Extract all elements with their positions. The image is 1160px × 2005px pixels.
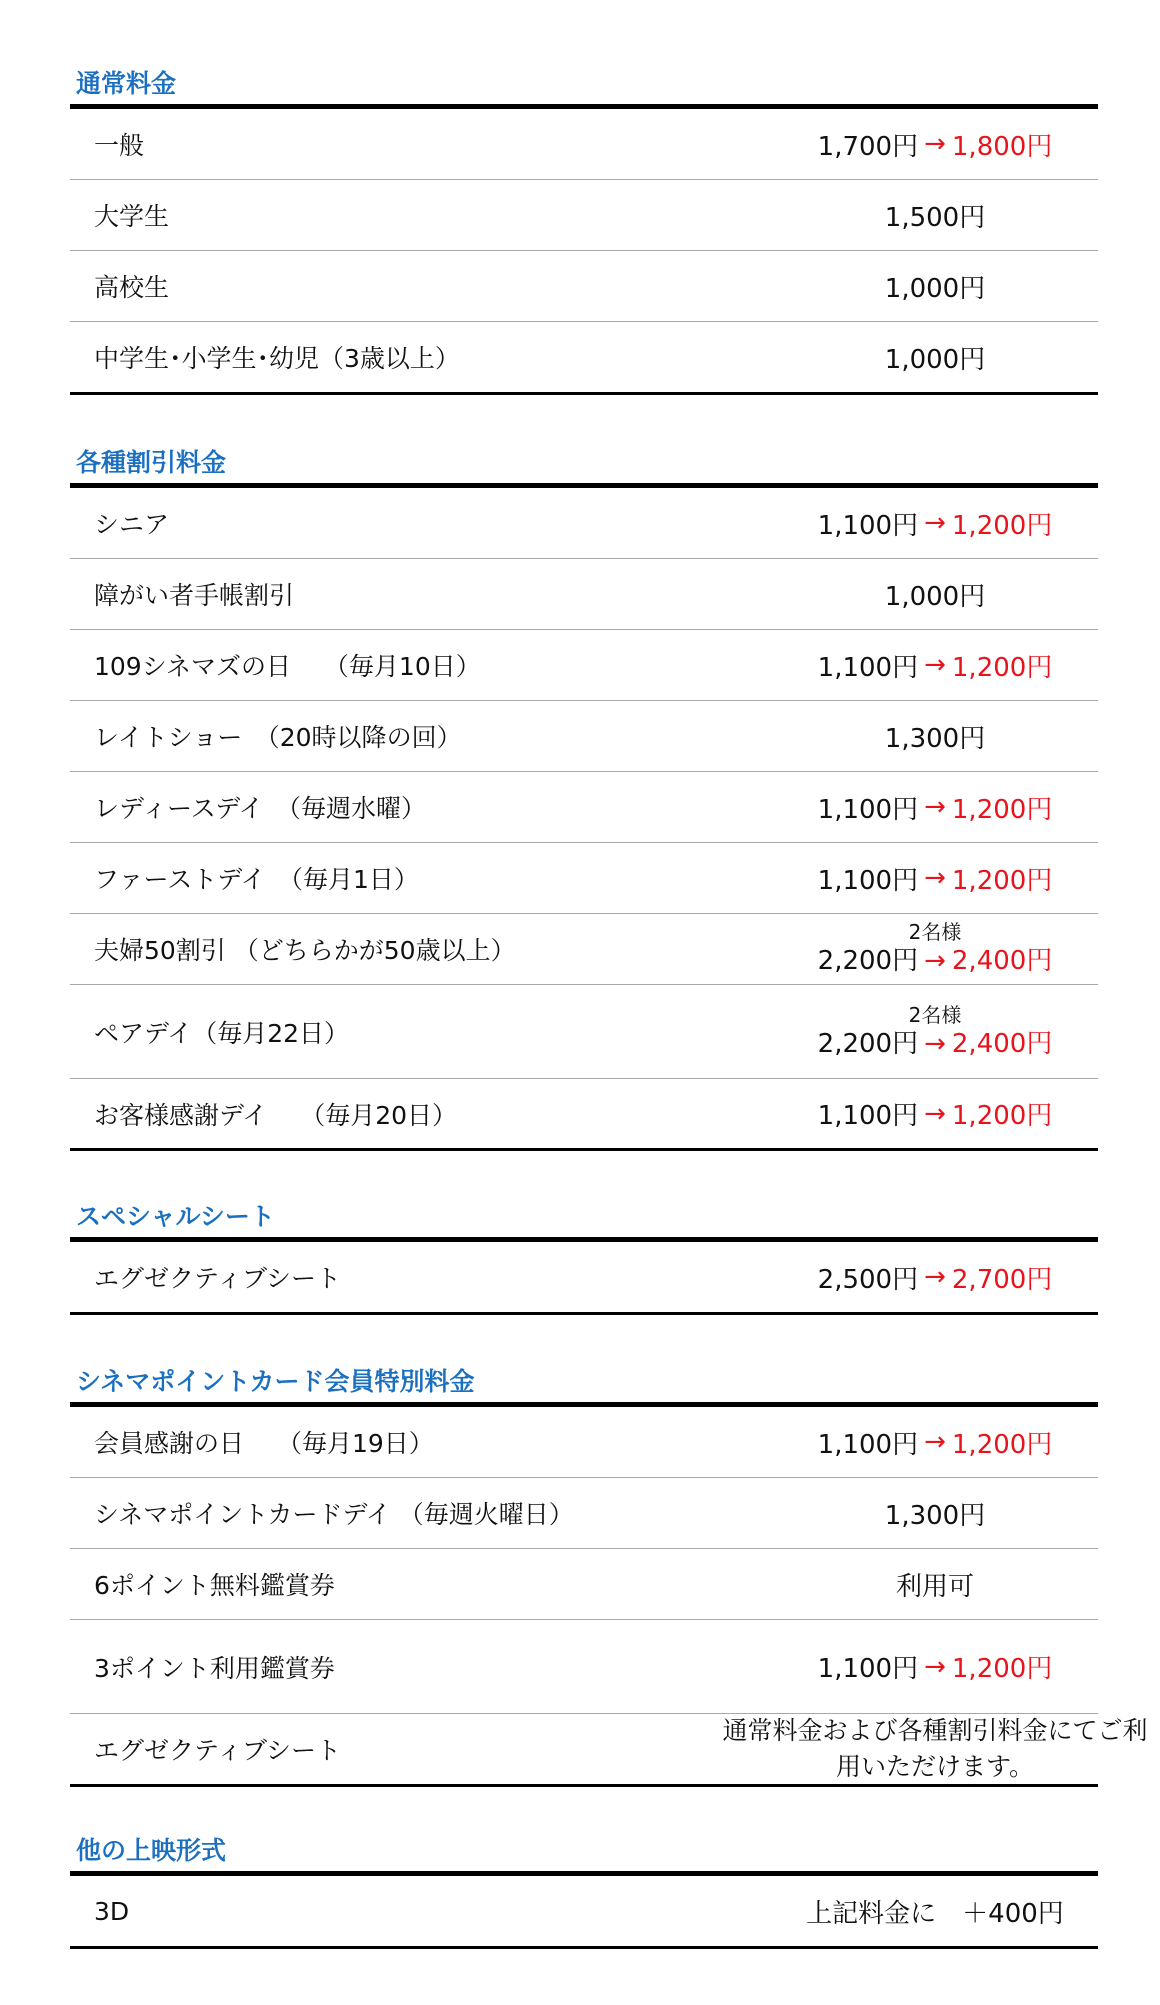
row-price — [660, 985, 1160, 1078]
row-label: お客様感謝デイ （毎月20日） — [94, 1100, 458, 1130]
row-label: 6ポイント無料鑑賞券 — [94, 1571, 335, 1600]
old-price: 1,100円 — [817, 794, 919, 825]
table-row — [70, 700, 1098, 771]
table-row — [70, 1407, 1098, 1477]
row-label: シネマポイントカードデイ （毎週火曜日） — [94, 1500, 574, 1529]
new-price: 1,200円 — [951, 865, 1053, 896]
old-price: 2,500円 — [817, 1264, 919, 1295]
table-row — [70, 1713, 1148, 1784]
table-row — [70, 1876, 1098, 1946]
row-price: 利用可 — [895, 1571, 974, 1602]
row-label: レディースデイ （毎週水曜） — [94, 794, 427, 823]
row-label: 3ポイント利用鑑賞券 — [94, 1653, 335, 1683]
old-price: 2,200円 — [817, 946, 919, 976]
table-row — [70, 1242, 1098, 1312]
section-title: シネマポイントカード会員特別料金 — [76, 1367, 475, 1396]
pair-price — [818, 944, 1053, 978]
row-price: 1,500円 — [884, 202, 986, 233]
row-price: 上記料金に ＋400円 — [806, 1898, 1064, 1929]
new-price: 1,200円 — [951, 652, 1053, 683]
table-row — [70, 558, 1098, 629]
row-price: 1,000円 — [884, 344, 986, 375]
row-price — [660, 914, 1160, 984]
price-table — [70, 1871, 1098, 1949]
arrow-icon: → — [924, 863, 946, 893]
arrow-icon: → — [924, 1262, 946, 1292]
new-price: 1,200円 — [951, 1654, 1053, 1684]
row-price — [660, 1079, 1160, 1148]
row-label: レイトショー （20時以降の回） — [94, 723, 462, 752]
row-price — [660, 630, 1160, 700]
row-price — [660, 1242, 1160, 1312]
old-price: 1,100円 — [817, 510, 919, 541]
row-price: 1,300円 — [884, 723, 986, 754]
table-row — [70, 1078, 1098, 1148]
table-row — [70, 984, 1098, 1078]
table-row — [70, 1619, 1098, 1713]
price-table — [70, 483, 1098, 1151]
section-title: 各種割引料金 — [76, 448, 227, 477]
row-label: 3D — [94, 1896, 130, 1926]
section-title: 通常料金 — [76, 69, 177, 98]
old-price: 1,100円 — [817, 1101, 919, 1131]
row-label: 中学生･小学生･幼児（3歳以上） — [94, 344, 460, 373]
row-label: 一般 — [94, 131, 145, 160]
row-price: 1,000円 — [884, 273, 986, 304]
new-price: 2,700円 — [951, 1264, 1053, 1295]
old-price: 1,100円 — [817, 1654, 919, 1684]
row-label: 109シネマズの日 （毎月10日） — [94, 652, 481, 681]
table-row — [70, 842, 1098, 913]
row-price — [660, 109, 1160, 179]
table-row — [70, 488, 1098, 558]
old-price: 2,200円 — [817, 1028, 919, 1059]
row-price: 1,300円 — [884, 1500, 986, 1531]
row-price — [660, 1620, 1160, 1713]
row-label: エグゼクティブシート — [94, 1736, 342, 1765]
arrow-icon: → — [924, 129, 946, 159]
arrow-icon: → — [924, 1028, 946, 1059]
price-table — [70, 1237, 1098, 1315]
row-label: 大学生 — [94, 202, 170, 231]
row-label: 会員感謝の日 （毎月19日） — [94, 1429, 434, 1458]
row-label: シニア — [94, 510, 170, 539]
arrow-icon: → — [924, 946, 946, 976]
arrow-icon: → — [924, 1098, 946, 1129]
arrow-icon: → — [924, 792, 946, 822]
row-price — [660, 772, 1160, 842]
row-label: 夫婦50割引 （どちらかが50歳以上） — [94, 936, 516, 965]
old-price: 1,700円 — [817, 131, 919, 162]
row-label: 高校生 — [94, 273, 170, 302]
table-row — [70, 250, 1098, 321]
row-label: エグゼクティブシート — [94, 1264, 342, 1293]
new-price: 2,400円 — [951, 946, 1053, 976]
table-row — [70, 1477, 1098, 1548]
new-price: 1,200円 — [951, 1101, 1053, 1131]
new-price: 1,800円 — [951, 131, 1053, 162]
arrow-icon: → — [924, 1651, 946, 1682]
old-price: 1,100円 — [817, 865, 919, 896]
new-price: 2,400円 — [951, 1028, 1053, 1059]
row-label: ファーストデイ （毎月1日） — [94, 865, 419, 894]
price-table — [70, 1402, 1148, 1787]
table-row — [70, 913, 1098, 984]
party-size-note: 2名様 — [908, 920, 962, 944]
arrow-icon: → — [924, 508, 946, 538]
row-label: ペアデイ（毎月22日） — [94, 1018, 350, 1048]
table-row — [70, 771, 1098, 842]
arrow-icon: → — [924, 1427, 946, 1457]
new-price: 1,200円 — [951, 794, 1053, 825]
new-price: 1,200円 — [951, 510, 1053, 541]
row-price — [660, 1407, 1160, 1477]
row-price — [660, 488, 1160, 558]
table-row — [70, 109, 1098, 179]
new-price: 1,200円 — [951, 1429, 1053, 1460]
old-price: 1,100円 — [817, 652, 919, 683]
table-row — [70, 629, 1098, 700]
arrow-icon: → — [924, 650, 946, 680]
table-row — [70, 1548, 1098, 1619]
table-row — [70, 321, 1098, 392]
row-label: 障がい者手帳割引 — [94, 581, 295, 610]
party-size-note: 2名様 — [908, 1002, 962, 1027]
row-price — [660, 843, 1160, 913]
section-title: 他の上映形式 — [76, 1836, 227, 1865]
row-price: 1,000円 — [884, 581, 986, 612]
table-row — [70, 179, 1098, 250]
pair-price — [818, 1027, 1053, 1061]
section-title: スペシャルシート — [76, 1202, 275, 1231]
price-table — [70, 104, 1098, 395]
row-note — [660, 1714, 1160, 1784]
usage-note: 通常料金および各種割引料金にてご利用いただけます。 — [722, 1716, 1148, 1781]
old-price: 1,100円 — [817, 1429, 919, 1460]
